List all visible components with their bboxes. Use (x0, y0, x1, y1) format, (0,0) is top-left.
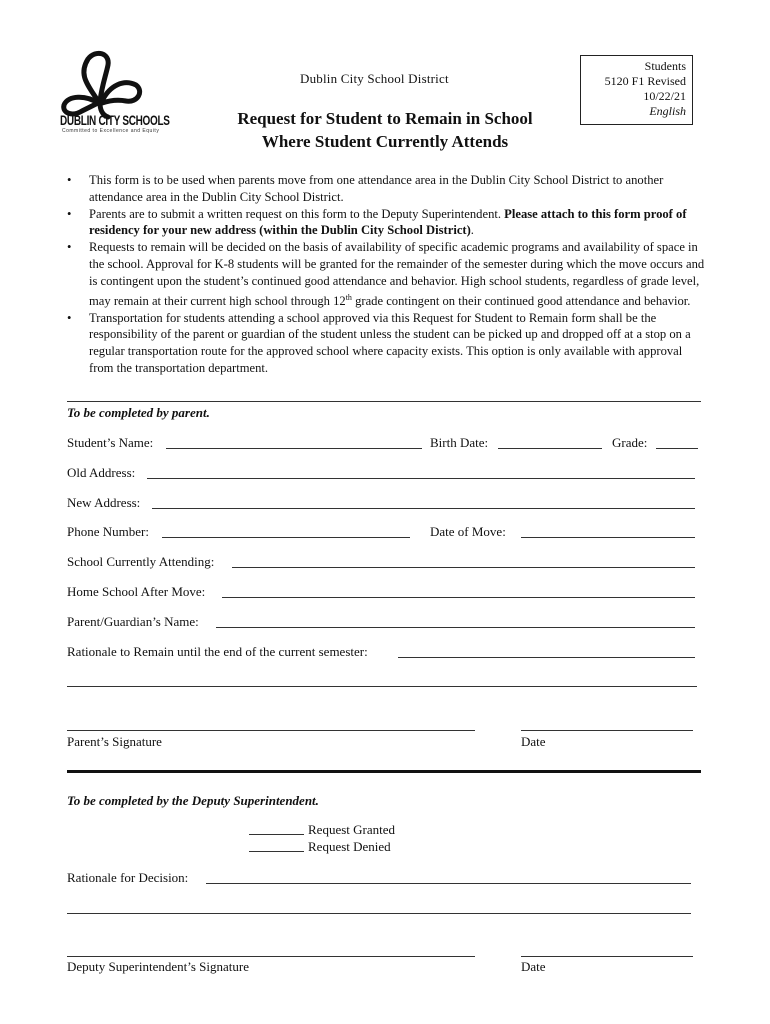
request-granted-field[interactable] (249, 834, 304, 835)
old-address-label: Old Address: (67, 465, 136, 480)
instruction-item: • This form is to be used when parents move from one attendance area in the Dublin City School District to another attendance area in the Dublin City School District. (67, 172, 707, 206)
deputy-section-heading: To be completed by the Deputy Superintendent. (67, 793, 319, 808)
form-title (170, 107, 600, 153)
form-date: 10/22/21 (643, 89, 686, 103)
new-address-label: New Address: (67, 495, 141, 510)
section-divider-thick (67, 770, 701, 773)
grade-label: Grade: (612, 435, 648, 450)
parent-signature-label: Parent’s Signature (67, 734, 162, 749)
parent-section-heading: To be completed by parent. (67, 405, 210, 420)
new-address-field[interactable] (152, 508, 695, 509)
rationale-field-line-2[interactable] (67, 686, 697, 687)
phone-number-field[interactable] (162, 537, 410, 538)
request-denied-label: Request Denied (308, 839, 391, 854)
parent-signature-field[interactable] (67, 730, 475, 731)
logo-tagline: Committed to Excellence and Equity (62, 128, 160, 134)
form-language: English (649, 104, 686, 118)
date-of-move-field[interactable] (521, 537, 695, 538)
instruction-item: • Transportation for students attending a school approved via this Request for Student to Remain form shall be the responsibility of the parent or guardian of the student unless the student can be picked up and dropped off at a stop on a regular transportation route for the approved school where capacity exists. This option is only available with approval from the transportation department. (67, 310, 707, 377)
phone-number-label: Phone Number: (67, 524, 149, 539)
instruction-item: • Requests to remain will be decided on the basis of availability of specific academic programs and availability of space in the school. Approval for K-8 students will be granted for the remainder of the semester during which the move occurs and is contingent upon the student’s continued good attendance and behavior. High school students, regardless of grade level, may remain at their current high school through 12th grade contingent on their continued good attendance and behavior. (67, 239, 707, 309)
rationale-label: Rationale to Remain until the end of the current semester: (67, 644, 368, 659)
birth-date-label: Birth Date: (430, 435, 489, 450)
deputy-date-label: Date (521, 959, 546, 974)
parent-name-label: Parent/Guardian’s Name: (67, 614, 199, 629)
school-currently-label: School Currently Attending: (67, 554, 215, 569)
decision-rationale-field-line-2[interactable] (67, 913, 691, 914)
students-name-field[interactable] (166, 448, 422, 449)
request-granted-label: Request Granted (308, 822, 396, 837)
form-number: 5120 F1 Revised (604, 74, 686, 88)
section-divider (67, 401, 701, 402)
request-denied-field[interactable] (249, 851, 304, 852)
logo-wordmark: DUBLIN CITY SCHOOLS (60, 114, 170, 130)
decision-rationale-field[interactable] (206, 883, 691, 884)
deputy-signature-label: Deputy Superintendent’s Signature (67, 959, 249, 974)
deputy-signature-field[interactable] (67, 956, 475, 957)
instruction-item: • Parents are to submit a written request on this form to the Deputy Superintendent. Please attach to this form proof of residency for your new address (within the Dublin City School District). (67, 206, 707, 240)
students-name-label: Student’s Name: (67, 435, 154, 450)
school-currently-field[interactable] (232, 567, 695, 568)
rationale-field[interactable] (398, 657, 695, 658)
home-school-field[interactable] (222, 597, 695, 598)
district-name: Dublin City School District (300, 71, 449, 86)
date-of-move-label: Date of Move: (430, 524, 506, 539)
form-category: Students (644, 59, 686, 73)
deputy-date-field[interactable] (521, 956, 693, 957)
title-line-1: Request for Student to Remain in School (237, 109, 533, 128)
decision-rationale-label: Rationale for Decision: (67, 870, 189, 885)
form-code-box (580, 55, 693, 125)
instructions-list (67, 172, 707, 377)
parent-date-field[interactable] (521, 730, 693, 731)
grade-field[interactable] (656, 448, 698, 449)
birth-date-field[interactable] (498, 448, 602, 449)
parent-date-label: Date (521, 734, 546, 749)
title-line-2: Where Student Currently Attends (261, 132, 509, 151)
old-address-field[interactable] (147, 478, 695, 479)
home-school-label: Home School After Move: (67, 584, 206, 599)
parent-name-field[interactable] (216, 627, 695, 628)
